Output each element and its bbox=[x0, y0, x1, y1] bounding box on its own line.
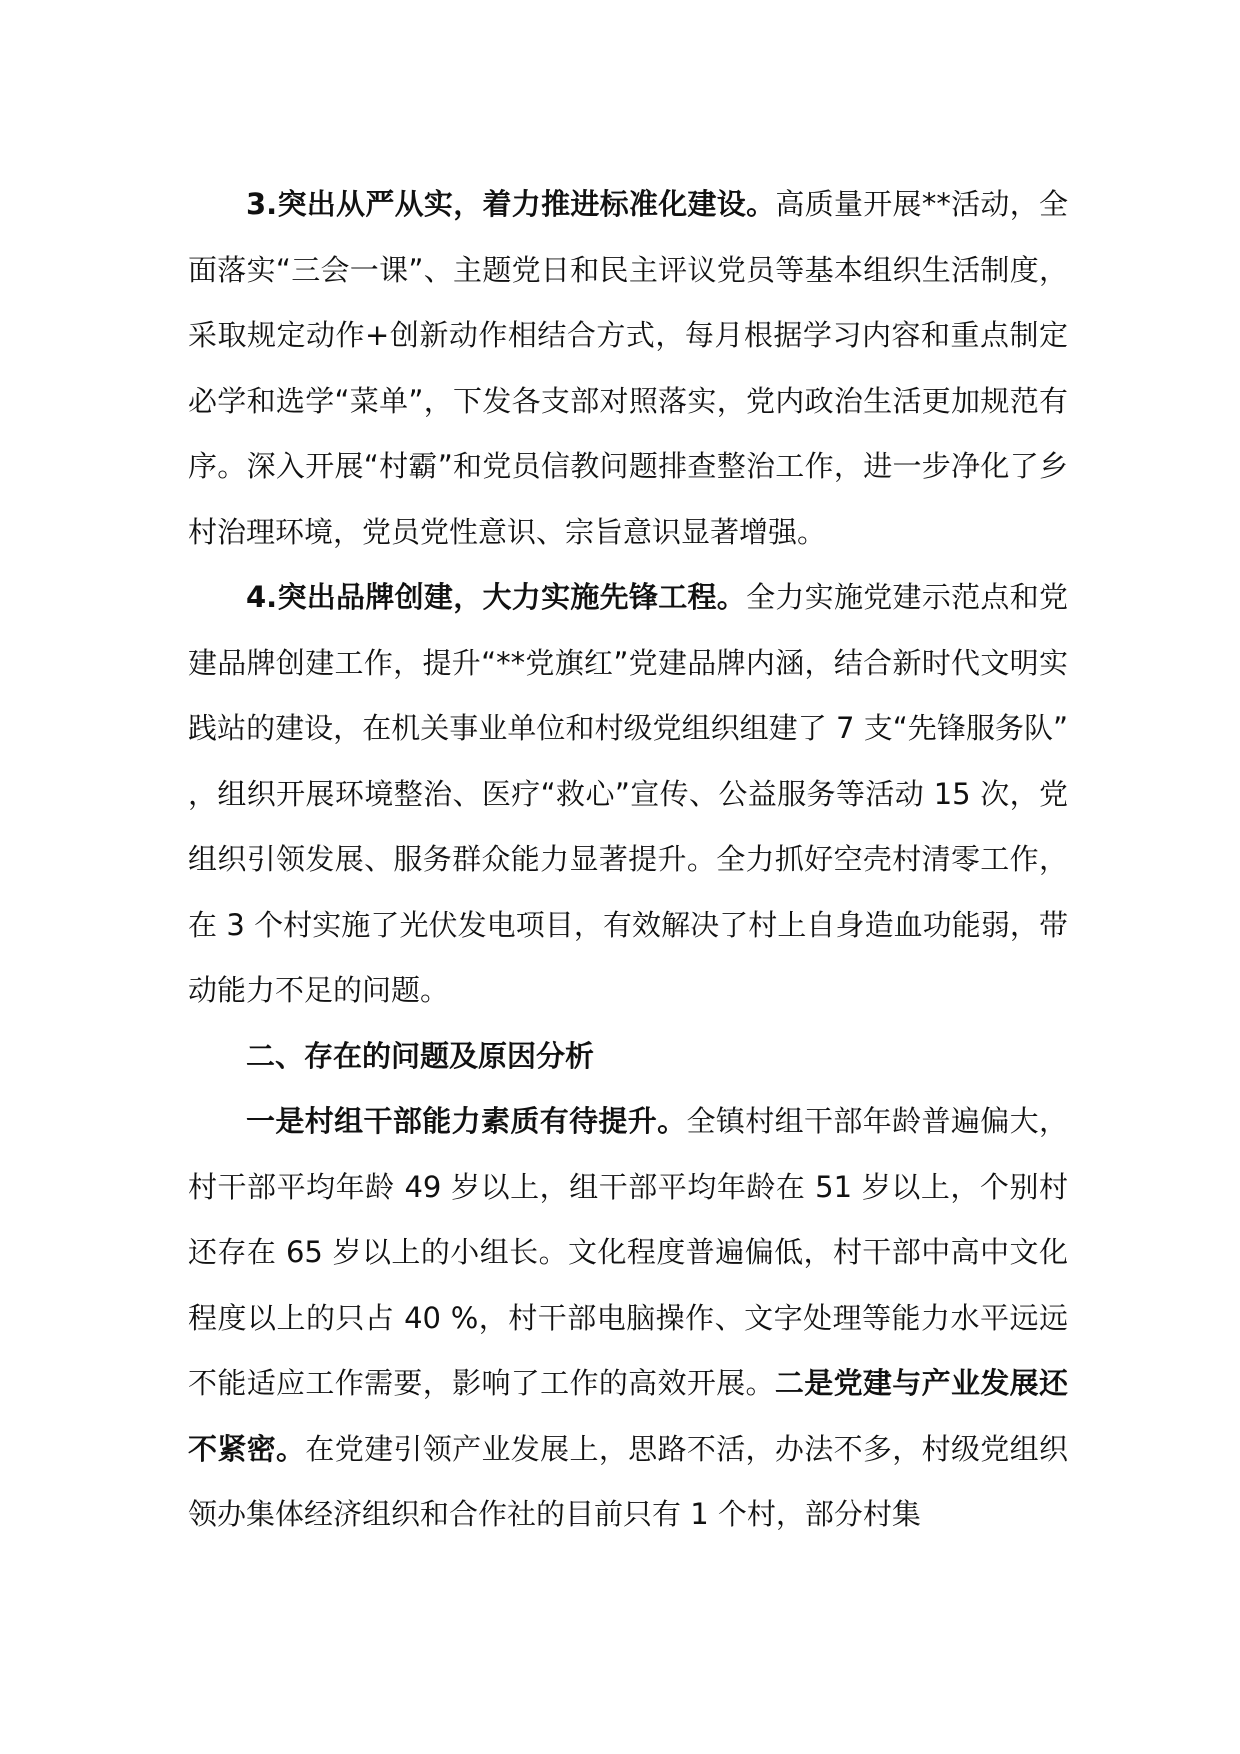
paragraph-lead: 4.突出品牌创建，大力实施先锋工程。 bbox=[246, 580, 747, 614]
paragraph-lead: 3.突出从严从实，着力推进标准化建设。 bbox=[246, 187, 776, 221]
paragraph-problems bbox=[188, 1089, 1068, 1548]
paragraph-lead-secondary: 二是党建与产业发展还不紧密。 bbox=[188, 1366, 1068, 1466]
paragraph-standardization bbox=[188, 172, 1068, 565]
paragraph-brand-building bbox=[188, 565, 1068, 1024]
paragraph-text: 全镇村组干部年龄普遍偏大，村干部平均年龄 49 岁以上，组干部平均年龄在 51 岁以上，个别村还存在 65 岁以上的小组长。文化程度普遍偏低，村干部中高中文化程度以上的只占 40 %，村干部电脑操作、文字处理等能力水平远远不能适应工作需要，影响了工作的高效开展。 bbox=[188, 1104, 1068, 1400]
paragraph-lead: 一是村组干部能力素质有待提升。 bbox=[246, 1104, 687, 1138]
paragraph-text: 全力实施党建示范点和党建品牌创建工作，提升“**党旗红”党建品牌内涵，结合新时代文明实践站的建设，在机关事业单位和村级党组织组建了 7 支“先锋服务队”，组织开展环境整治、医疗“救心”宣传、公益服务等活动 15 次，党组织引领发展、服务群众能力显著提升。全力抓好空壳村清零工作，在 3 个村实施了光伏发电项目，有效解决了村上自身造血功能弱，带动能力不足的问题。 bbox=[188, 580, 1068, 1007]
section-heading: 二、存在的问题及原因分析 bbox=[246, 1038, 595, 1073]
paragraph-text-secondary: 在党建引领产业发展上，思路不活，办法不多，村级党组织领办集体经济组织和合作社的目前只有 1 个村，部分村集 bbox=[188, 1431, 1068, 1531]
document-body bbox=[188, 172, 1068, 1548]
paragraph-text: 高质量开展**活动，全面落实“三会一课”、主题党日和民主评议党员等基本组织生活制度，采取规定动作+创新动作相结合方式，每月根据学习内容和重点制定必学和选学“菜单”，下发各支部对照落实，党内政治生活更加规范有序。深入开展“村霸”和党员信教问题排查整治工作，进一步净化了乡村治理环境，党员党性意识、宗旨意识显著增强。 bbox=[188, 187, 1068, 549]
